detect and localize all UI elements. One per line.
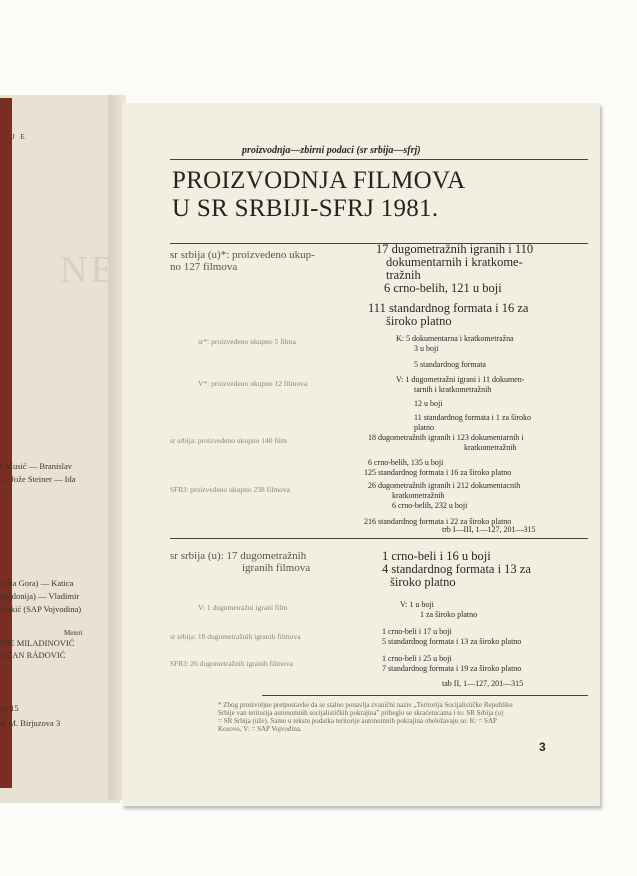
value-line: 1 crno-beli i 25 u boji [382, 654, 452, 663]
section2-values [382, 550, 531, 589]
label-line: igranih filmova [242, 562, 311, 574]
left-page-ghost-title: NE [60, 249, 117, 291]
s2-sfrj-label: SFRJ: 26 dugometražnih igranih filmova [170, 659, 293, 668]
value-line: 111 standardnog formata i 16 za [368, 301, 529, 315]
value-line: 4 standardnog formata i 13 za [382, 562, 531, 576]
value-line: 6 crno-belih, 121 u boji [384, 281, 502, 295]
footnote-line: = SR Srbija (uže). Samo u tekstu podatka teritorije autonomnih pokrajina obeležavaju se: K: = SAP [218, 717, 497, 725]
value-line: 1 za široko platno [420, 610, 478, 619]
left-line: Meteri [64, 629, 83, 637]
table-ref: tab II, 1—127, 201—315 [442, 679, 524, 688]
label-line: sr srbija (u)*: proizvedeno ukup- [170, 249, 315, 261]
left-line: akedonija) — Vladimir [0, 591, 80, 601]
section1-label [170, 249, 315, 273]
value-line: 5 standardnog formata [414, 360, 486, 369]
left-top-letters: J E [12, 133, 27, 141]
value-line: široko platno [390, 575, 456, 589]
s2-sr-values [382, 627, 521, 647]
left-page [0, 95, 120, 803]
page-title [172, 167, 465, 223]
value-line: V: 1 u boji [400, 600, 434, 609]
footnote-line: * Zbog proizvoljne pretpostavke da se stalno ponavlja zvanični naziv „Teritorija Socijalističke Republike [218, 701, 513, 709]
section1-values [376, 243, 533, 295]
value-line: 7 standardnog formata i 19 za široko platno [382, 664, 522, 673]
value-line: 216 standardnog formata i 22 za široko platno [364, 517, 512, 526]
page-number: 3 [539, 740, 546, 754]
sfrj-values [364, 481, 521, 527]
value-line: tarnih i kratkometražnih [414, 385, 492, 394]
s2-v-values [400, 600, 477, 620]
left-line: na 15 [0, 703, 19, 713]
value-line: 5 standardnog formata i 13 za široko platno [382, 637, 522, 646]
s2-v-label: V: 1 dugometražni igrani film [198, 603, 288, 612]
value-line: 1 crno-beli i 17 u boji [382, 627, 452, 636]
title-line: U SR SRBIJI-SFRJ 1981. [172, 195, 439, 222]
sr-values [364, 433, 524, 478]
v-values [396, 375, 531, 433]
value-line: 11 standardnog formata i 1 za široko [414, 413, 532, 422]
value-line: 6 crno-belih, 135 u boji [368, 458, 444, 467]
running-header: proizvodnja—zbirni podaci (sr srbija—sfrj) [242, 145, 421, 156]
v-label: V*: proizvedeno ukupno 12 filmova [198, 379, 308, 388]
section-rule [170, 538, 588, 539]
sfrj-label: SFRJ: proizvedeno ukupno 238 filmova [170, 485, 290, 494]
label-line: sr srbija (u): 17 dugometražnih [170, 550, 307, 562]
value-line: tražnih [386, 268, 421, 282]
left-line: AGAN RÁDOVIĆ [0, 650, 66, 660]
table-ref: trb I—III, 1—127, 201—315 [442, 525, 536, 534]
left-line: Stakić (SAP Vojvodina) [0, 604, 82, 614]
section2-label [170, 550, 310, 574]
value-line: 17 dugometražnih igranih i 110 [376, 242, 534, 256]
value-line: kratkometražnih [464, 443, 517, 452]
k-label: sr*: proizvedeno ukupno 5 filma [198, 337, 296, 346]
value-line: 1 crno-beli i 16 u boji [382, 549, 491, 563]
value-line: 18 dugometražnih igranih i 123 dokumentarnih i [368, 433, 524, 442]
footnote-rule [262, 695, 588, 696]
value-line: 12 u boji [414, 399, 443, 408]
left-line: 4, M. Birjuzova 3 [0, 718, 61, 728]
title-line: PROIZVODNJA FILMOVA [172, 167, 466, 194]
sr-label: sr srbija: proizvedeno ukupno 140 film [170, 436, 287, 445]
value-line: 26 dugometražnih igranih i 212 dokumentacnih [368, 481, 521, 490]
value-line: široko platno [386, 314, 452, 328]
book-spine [0, 98, 12, 788]
header-rule [170, 159, 588, 160]
left-line: — Jože Steiner — Ida [0, 474, 76, 484]
value-line: V: 1 dugometražni igrani i 11 dokumen- [396, 375, 525, 384]
section1-format [368, 302, 528, 328]
value-line: platno [414, 423, 434, 432]
footnote [218, 701, 513, 733]
left-line: DJE MILADINOVIĆ [0, 638, 75, 648]
left-line: Crna Gora) — Katica [0, 578, 74, 588]
footnote-line: Srbije van teritorija autonomnih socijalističkih pokrajina" pribeglo se skraćenicama i to: SR Srbija (u) [218, 709, 504, 717]
k-values [396, 334, 514, 370]
s2-sfrj-values [382, 654, 521, 674]
left-line: s Musić — Branislav [0, 461, 73, 471]
value-line: kratkometražnih [392, 491, 445, 500]
value-line: 3 u boji [414, 344, 439, 353]
value-line: K: 5 dokumentarna i kratkometražna [396, 334, 514, 343]
s2-sr-label: sr srbija: 18 dugometražnih igranih filmova [170, 632, 301, 641]
right-page [122, 103, 600, 806]
label-line: no 127 filmova [170, 261, 238, 273]
value-line: dokumentarnih i kratkome- [386, 255, 523, 269]
value-line: 6 crno-belih, 232 u boji [392, 501, 468, 510]
value-line: 125 standardnog formata i 16 za široko platno [364, 468, 512, 477]
footnote-line: Kosovo, V: = SAP Vojvodina. [218, 725, 302, 733]
